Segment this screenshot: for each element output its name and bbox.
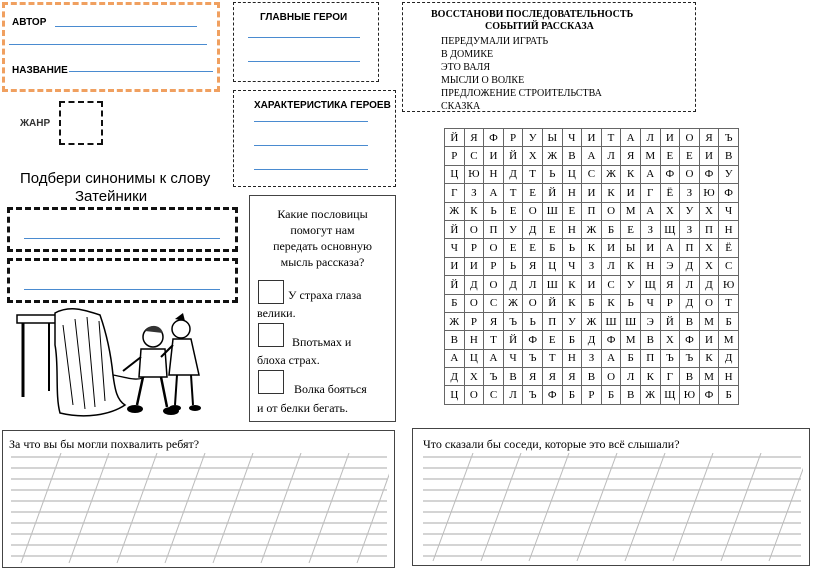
- grid-cell[interactable]: С: [582, 165, 602, 183]
- grid-cell[interactable]: Ц: [562, 165, 582, 183]
- grid-cell[interactable]: Е: [680, 147, 700, 165]
- grid-cell[interactable]: И: [464, 257, 484, 275]
- synonym-line-2[interactable]: [24, 289, 220, 290]
- grid-cell[interactable]: Ъ: [484, 368, 504, 386]
- proverbs-question-line: Какие пословицы: [277, 207, 368, 221]
- sequence-item: ЭТО ВАЛЯ: [441, 62, 491, 73]
- grid-cell[interactable]: Е: [562, 202, 582, 220]
- grid-cell[interactable]: В: [640, 331, 660, 349]
- grid-cell[interactable]: У: [719, 165, 739, 183]
- question-right: Что сказали бы соседи, которые это всё слышали?: [423, 437, 680, 451]
- grid-cell[interactable]: Й: [542, 294, 562, 312]
- grid-cell[interactable]: У: [680, 202, 700, 220]
- grid-cell[interactable]: Р: [464, 312, 484, 330]
- grid-cell[interactable]: И: [484, 147, 504, 165]
- grid-cell[interactable]: Д: [582, 331, 602, 349]
- grid-cell[interactable]: Х: [699, 257, 719, 275]
- grid-cell[interactable]: И: [445, 257, 465, 275]
- grid-cell[interactable]: П: [640, 349, 660, 367]
- sequence-title-2: СОБЫТИЙ РАССКАЗА: [485, 21, 594, 32]
- grid-cell[interactable]: И: [601, 239, 621, 257]
- proverb-1-text-a: У страха глаза: [288, 288, 362, 302]
- grid-cell[interactable]: Х: [699, 239, 719, 257]
- grid-cell[interactable]: Н: [464, 331, 484, 349]
- grid-cell[interactable]: О: [523, 294, 543, 312]
- proverb-3-text-b: и от белки бегать.: [257, 401, 348, 415]
- grid-cell[interactable]: Х: [464, 368, 484, 386]
- grid-row: [445, 184, 739, 202]
- grid-cell[interactable]: Ж: [445, 312, 465, 330]
- grid-cell[interactable]: А: [582, 147, 602, 165]
- grid-cell[interactable]: Ч: [562, 257, 582, 275]
- grid-cell[interactable]: Ж: [582, 220, 602, 238]
- grid-cell[interactable]: Г: [445, 184, 465, 202]
- characteristics-line-3[interactable]: [254, 169, 368, 170]
- grid-cell[interactable]: К: [464, 202, 484, 220]
- grid-cell[interactable]: Д: [503, 165, 523, 183]
- grid-cell[interactable]: О: [699, 294, 719, 312]
- grid-cell[interactable]: О: [464, 386, 484, 404]
- grid-cell[interactable]: О: [464, 294, 484, 312]
- grid-cell[interactable]: Ь: [621, 294, 641, 312]
- grid-cell[interactable]: Ь: [562, 239, 582, 257]
- grid-row: [445, 368, 739, 386]
- author-line-2[interactable]: [9, 44, 207, 45]
- question-left: За что вы бы могли похвалить ребят?: [9, 437, 200, 451]
- grid-cell[interactable]: Б: [562, 331, 582, 349]
- proverb-2-text-a: Впотьмах и: [292, 335, 352, 349]
- grid-cell[interactable]: Ч: [562, 129, 582, 147]
- grid-cell[interactable]: П: [680, 239, 700, 257]
- grid-cell[interactable]: Е: [523, 239, 543, 257]
- proverbs-question-line: помогут нам: [290, 223, 355, 237]
- grid-cell[interactable]: О: [464, 220, 484, 238]
- synonyms-heading-2: Затейники: [75, 188, 148, 205]
- grid-cell[interactable]: Ю: [464, 165, 484, 183]
- grid-cell[interactable]: Ч: [445, 239, 465, 257]
- grid-cell[interactable]: Н: [562, 184, 582, 202]
- grid-cell[interactable]: П: [542, 312, 562, 330]
- children-illustration: [15, 305, 205, 425]
- grid-cell[interactable]: М: [699, 368, 719, 386]
- grid-cell[interactable]: Е: [503, 202, 523, 220]
- grid-cell[interactable]: Е: [542, 331, 562, 349]
- grid-cell[interactable]: Н: [719, 220, 739, 238]
- grid-cell[interactable]: Ж: [582, 312, 602, 330]
- characteristics-line-1[interactable]: [254, 121, 368, 122]
- grid-cell[interactable]: С: [719, 257, 739, 275]
- grid-cell[interactable]: Б: [621, 349, 641, 367]
- grid-cell[interactable]: С: [484, 294, 504, 312]
- grid-cell[interactable]: Й: [445, 129, 465, 147]
- grid-cell[interactable]: Б: [719, 386, 739, 404]
- grid-cell[interactable]: К: [601, 294, 621, 312]
- grid-cell[interactable]: Я: [484, 312, 504, 330]
- grid-cell[interactable]: С: [464, 147, 484, 165]
- grid-cell[interactable]: Б: [582, 294, 602, 312]
- grid-cell[interactable]: Е: [542, 220, 562, 238]
- grid-cell[interactable]: Ц: [445, 386, 465, 404]
- grid-cell[interactable]: Т: [503, 184, 523, 202]
- grid-cell[interactable]: С: [484, 386, 504, 404]
- grid-cell[interactable]: Э: [640, 312, 660, 330]
- grid-cell[interactable]: О: [680, 165, 700, 183]
- grid-cell[interactable]: Ь: [542, 165, 562, 183]
- grid-cell[interactable]: Щ: [660, 220, 680, 238]
- grid-cell[interactable]: Ь: [503, 257, 523, 275]
- main-heroes-line-2[interactable]: [248, 61, 360, 62]
- grid-row: [445, 165, 739, 183]
- grid-cell[interactable]: Б: [601, 386, 621, 404]
- sequence-box: [402, 2, 696, 112]
- sequence-item: ПЕРЕДУМАЛИ ИГРАТЬ: [441, 36, 549, 47]
- grid-cell[interactable]: Я: [523, 257, 543, 275]
- grid-cell[interactable]: Ы: [542, 129, 562, 147]
- grid-cell[interactable]: Д: [464, 276, 484, 294]
- grid-cell[interactable]: И: [640, 239, 660, 257]
- sequence-item: СКАЗКА: [441, 101, 481, 112]
- grid-cell[interactable]: Ц: [464, 349, 484, 367]
- grid-cell[interactable]: Е: [660, 147, 680, 165]
- answer-box-right: [412, 428, 810, 566]
- grid-cell[interactable]: В: [503, 368, 523, 386]
- grid-cell[interactable]: Я: [523, 368, 543, 386]
- grid-cell[interactable]: Й: [445, 276, 465, 294]
- proverbs-question-line: передать основную: [273, 239, 372, 253]
- grid-cell[interactable]: П: [484, 220, 504, 238]
- grid-cell[interactable]: У: [523, 129, 543, 147]
- grid-cell[interactable]: Д: [680, 257, 700, 275]
- grid-cell[interactable]: Н: [484, 165, 504, 183]
- synonym-box-1[interactable]: [7, 207, 238, 252]
- grid-cell[interactable]: Л: [621, 368, 641, 386]
- grid-cell[interactable]: С: [601, 276, 621, 294]
- grid-cell[interactable]: Т: [484, 331, 504, 349]
- grid-cell[interactable]: О: [484, 276, 504, 294]
- grid-cell[interactable]: Л: [601, 147, 621, 165]
- grid-cell[interactable]: Ж: [601, 165, 621, 183]
- grid-cell[interactable]: Я: [621, 147, 641, 165]
- grid-cell[interactable]: К: [601, 184, 621, 202]
- main-heroes-label: ГЛАВНЫЕ ГЕРОИ: [260, 12, 348, 23]
- grid-cell[interactable]: Й: [445, 220, 465, 238]
- grid-cell[interactable]: О: [601, 368, 621, 386]
- grid-cell[interactable]: П: [582, 202, 602, 220]
- grid-cell[interactable]: З: [582, 349, 602, 367]
- grid-row: [445, 257, 739, 275]
- grid-cell[interactable]: У: [621, 276, 641, 294]
- grid-cell[interactable]: Ы: [621, 239, 641, 257]
- grid-cell[interactable]: Ч: [719, 202, 739, 220]
- grid-row: [445, 349, 739, 367]
- grid-cell[interactable]: А: [601, 349, 621, 367]
- grid-cell[interactable]: В: [621, 386, 641, 404]
- grid-cell[interactable]: Б: [562, 386, 582, 404]
- synonym-line-1[interactable]: [24, 238, 220, 239]
- grid-cell[interactable]: К: [640, 368, 660, 386]
- grid-cell[interactable]: Ф: [601, 331, 621, 349]
- grid-cell[interactable]: Л: [523, 276, 543, 294]
- proverbs-question: [250, 206, 395, 270]
- grid-cell[interactable]: Ъ: [523, 349, 543, 367]
- synonyms-heading-1: Подбери синонимы к слову: [20, 170, 211, 187]
- grid-cell[interactable]: Л: [640, 129, 660, 147]
- grid-row: [445, 331, 739, 349]
- grid-cell[interactable]: М: [621, 331, 641, 349]
- grid-cell[interactable]: Г: [640, 184, 660, 202]
- grid-row: [445, 147, 739, 165]
- grid-cell[interactable]: У: [562, 312, 582, 330]
- grid-cell[interactable]: К: [699, 349, 719, 367]
- grid-cell[interactable]: Л: [601, 257, 621, 275]
- grid-cell[interactable]: У: [503, 220, 523, 238]
- proverb-2-checkbox[interactable]: [258, 323, 284, 347]
- characteristics-box: [233, 90, 396, 187]
- grid-cell[interactable]: Ш: [621, 312, 641, 330]
- author-label: АВТОР: [12, 17, 47, 28]
- grid-cell[interactable]: Д: [445, 368, 465, 386]
- grid-row: [445, 220, 739, 238]
- proverbs-box: [249, 195, 396, 422]
- grid-cell[interactable]: М: [699, 312, 719, 330]
- grid-cell[interactable]: И: [699, 147, 719, 165]
- proverb-2-text-b: блоха страх.: [257, 353, 320, 367]
- grid-cell[interactable]: Х: [523, 147, 543, 165]
- grid-cell[interactable]: Ъ: [523, 386, 543, 404]
- grid-cell[interactable]: З: [680, 220, 700, 238]
- grid-cell[interactable]: Ш: [601, 312, 621, 330]
- grid-cell[interactable]: Я: [562, 368, 582, 386]
- grid-cell[interactable]: Е: [621, 220, 641, 238]
- grid-cell[interactable]: И: [582, 276, 602, 294]
- grid-cell[interactable]: Ж: [445, 202, 465, 220]
- synonym-box-2[interactable]: [7, 258, 238, 303]
- title-line[interactable]: [69, 71, 213, 72]
- grid-cell[interactable]: В: [582, 368, 602, 386]
- genre-box[interactable]: [59, 101, 103, 145]
- grid-cell[interactable]: К: [562, 276, 582, 294]
- grid-row: [445, 294, 739, 312]
- grid-cell[interactable]: Ъ: [680, 349, 700, 367]
- grid-cell[interactable]: Т: [601, 129, 621, 147]
- grid-cell[interactable]: К: [562, 294, 582, 312]
- grid-cell[interactable]: Р: [445, 147, 465, 165]
- grid-cell[interactable]: О: [523, 202, 543, 220]
- grid-cell[interactable]: Ф: [699, 165, 719, 183]
- grid-cell[interactable]: Ю: [680, 386, 700, 404]
- proverb-1-text-b: велики.: [257, 306, 296, 320]
- grid-cell[interactable]: А: [484, 349, 504, 367]
- grid-cell[interactable]: Р: [503, 129, 523, 147]
- sequence-item: ПРЕДЛОЖЕНИЕ СТРОИТЕЛЬСТВА: [441, 88, 602, 99]
- grid-cell[interactable]: Я: [464, 129, 484, 147]
- grid-cell[interactable]: О: [601, 202, 621, 220]
- grid-cell[interactable]: Ъ: [719, 129, 739, 147]
- author-line[interactable]: [55, 26, 197, 27]
- grid-row: [445, 239, 739, 257]
- grid-cell[interactable]: Л: [680, 276, 700, 294]
- genre-label: ЖАНР: [20, 118, 51, 129]
- grid-cell[interactable]: З: [582, 257, 602, 275]
- grid-row: [445, 129, 739, 147]
- grid-cell[interactable]: Й: [542, 184, 562, 202]
- sequence-list: [441, 35, 602, 113]
- writing-lines-left[interactable]: [11, 453, 389, 565]
- grid-row: [445, 386, 739, 404]
- grid-cell[interactable]: Н: [562, 349, 582, 367]
- grid-cell[interactable]: И: [699, 331, 719, 349]
- grid-cell[interactable]: Р: [464, 239, 484, 257]
- grid-cell[interactable]: А: [640, 165, 660, 183]
- grid-cell[interactable]: Й: [503, 147, 523, 165]
- grid-cell[interactable]: Т: [542, 349, 562, 367]
- grid-cell[interactable]: О: [680, 129, 700, 147]
- proverb-3-text-a: Волка бояться: [294, 382, 367, 396]
- grid-cell[interactable]: Щ: [660, 386, 680, 404]
- grid-cell[interactable]: В: [562, 147, 582, 165]
- grid-cell[interactable]: И: [621, 184, 641, 202]
- grid-cell[interactable]: М: [719, 331, 739, 349]
- grid-cell[interactable]: Ф: [699, 386, 719, 404]
- grid-cell[interactable]: М: [621, 202, 641, 220]
- characteristics-line-2[interactable]: [254, 145, 368, 146]
- grid-cell[interactable]: Ж: [503, 294, 523, 312]
- grid-cell[interactable]: Ф: [484, 129, 504, 147]
- grid-cell[interactable]: Я: [699, 129, 719, 147]
- grid-cell[interactable]: Б: [601, 220, 621, 238]
- grid-cell[interactable]: З: [640, 220, 660, 238]
- grid-cell[interactable]: Б: [542, 239, 562, 257]
- grid-cell[interactable]: Б: [719, 312, 739, 330]
- grid-cell[interactable]: Щ: [640, 276, 660, 294]
- grid-cell[interactable]: Р: [582, 386, 602, 404]
- grid-cell[interactable]: Ж: [542, 147, 562, 165]
- grid-cell[interactable]: Й: [503, 331, 523, 349]
- grid-cell[interactable]: П: [699, 220, 719, 238]
- main-heroes-line-1[interactable]: [248, 37, 360, 38]
- writing-lines-right[interactable]: [423, 453, 803, 563]
- grid-cell[interactable]: Ю: [699, 184, 719, 202]
- grid-cell[interactable]: Я: [660, 276, 680, 294]
- grid-cell[interactable]: Э: [660, 257, 680, 275]
- grid-cell[interactable]: Х: [660, 331, 680, 349]
- grid-cell[interactable]: Ъ: [503, 312, 523, 330]
- sequence-item: В ДОМИКЕ: [441, 49, 494, 60]
- grid-cell[interactable]: И: [582, 184, 602, 202]
- grid-cell[interactable]: Ч: [640, 294, 660, 312]
- proverbs-question-line: мысль рассказа?: [280, 255, 365, 269]
- word-search-grid: [444, 128, 739, 405]
- grid-cell[interactable]: Ю: [719, 276, 739, 294]
- proverb-1-checkbox[interactable]: [258, 280, 284, 304]
- grid-cell[interactable]: Л: [503, 386, 523, 404]
- grid-cell[interactable]: Ь: [523, 312, 543, 330]
- sequence-title-1: ВОССТАНОВИ ПОСЛЕДОВАТЕЛЬНОСТЬ: [431, 9, 634, 20]
- grid-cell[interactable]: Е: [523, 184, 543, 202]
- grid-cell[interactable]: В: [445, 331, 465, 349]
- proverb-3-checkbox[interactable]: [258, 370, 284, 394]
- grid-cell[interactable]: Т: [719, 294, 739, 312]
- grid-cell[interactable]: Н: [719, 368, 739, 386]
- grid-cell[interactable]: И: [582, 129, 602, 147]
- grid-cell[interactable]: Р: [484, 257, 504, 275]
- grid-cell[interactable]: Ф: [660, 165, 680, 183]
- grid-cell[interactable]: Г: [660, 368, 680, 386]
- grid-cell[interactable]: Х: [660, 202, 680, 220]
- grid-cell[interactable]: И: [660, 129, 680, 147]
- answer-box-left: [2, 430, 395, 568]
- grid-cell[interactable]: Ъ: [660, 349, 680, 367]
- grid-cell[interactable]: Д: [719, 349, 739, 367]
- grid-cell[interactable]: Я: [542, 368, 562, 386]
- grid-cell[interactable]: А: [484, 184, 504, 202]
- grid-row: [445, 276, 739, 294]
- grid-row: [445, 312, 739, 330]
- grid-cell[interactable]: В: [680, 368, 700, 386]
- grid-cell[interactable]: Ф: [719, 184, 739, 202]
- main-heroes-box: [233, 2, 379, 82]
- grid-cell[interactable]: Ё: [660, 184, 680, 202]
- author-title-box: [2, 2, 220, 92]
- grid-cell[interactable]: Ч: [503, 349, 523, 367]
- grid-cell[interactable]: З: [464, 184, 484, 202]
- grid-cell[interactable]: Ц: [542, 257, 562, 275]
- grid-cell[interactable]: Ь: [484, 202, 504, 220]
- grid-cell[interactable]: Ф: [680, 331, 700, 349]
- grid-cell[interactable]: А: [445, 349, 465, 367]
- grid-cell[interactable]: К: [582, 239, 602, 257]
- grid-cell[interactable]: Ш: [542, 276, 562, 294]
- grid-cell[interactable]: Ё: [719, 239, 739, 257]
- grid-cell[interactable]: Ж: [640, 386, 660, 404]
- grid-cell[interactable]: В: [719, 147, 739, 165]
- grid-cell[interactable]: М: [640, 147, 660, 165]
- grid-cell[interactable]: Д: [680, 294, 700, 312]
- grid-cell[interactable]: О: [484, 239, 504, 257]
- title-label: НАЗВАНИЕ: [12, 65, 68, 76]
- grid-cell[interactable]: Х: [699, 202, 719, 220]
- grid-cell[interactable]: Р: [660, 294, 680, 312]
- grid-cell[interactable]: Т: [523, 165, 543, 183]
- grid-cell[interactable]: Н: [562, 220, 582, 238]
- grid-cell[interactable]: К: [621, 165, 641, 183]
- characteristics-label: ХАРАКТЕРИСТИКА ГЕРОЕВ: [254, 100, 391, 111]
- grid-row: [445, 202, 739, 220]
- grid-cell[interactable]: А: [621, 129, 641, 147]
- grid-cell[interactable]: Б: [445, 294, 465, 312]
- grid-cell[interactable]: З: [680, 184, 700, 202]
- grid-cell[interactable]: Й: [660, 312, 680, 330]
- grid-cell[interactable]: К: [621, 257, 641, 275]
- grid-cell[interactable]: А: [660, 239, 680, 257]
- grid-cell[interactable]: Н: [640, 257, 660, 275]
- grid-cell[interactable]: Ш: [542, 202, 562, 220]
- grid-cell[interactable]: Е: [503, 239, 523, 257]
- grid-cell[interactable]: А: [640, 202, 660, 220]
- grid-cell[interactable]: В: [680, 312, 700, 330]
- grid-cell[interactable]: Ц: [445, 165, 465, 183]
- grid-cell[interactable]: Ф: [523, 331, 543, 349]
- grid-cell[interactable]: Д: [503, 276, 523, 294]
- grid-cell[interactable]: Д: [523, 220, 543, 238]
- grid-cell[interactable]: Ф: [542, 386, 562, 404]
- grid-cell[interactable]: Д: [699, 276, 719, 294]
- sequence-item: МЫСЛИ О ВОЛКЕ: [441, 75, 525, 86]
